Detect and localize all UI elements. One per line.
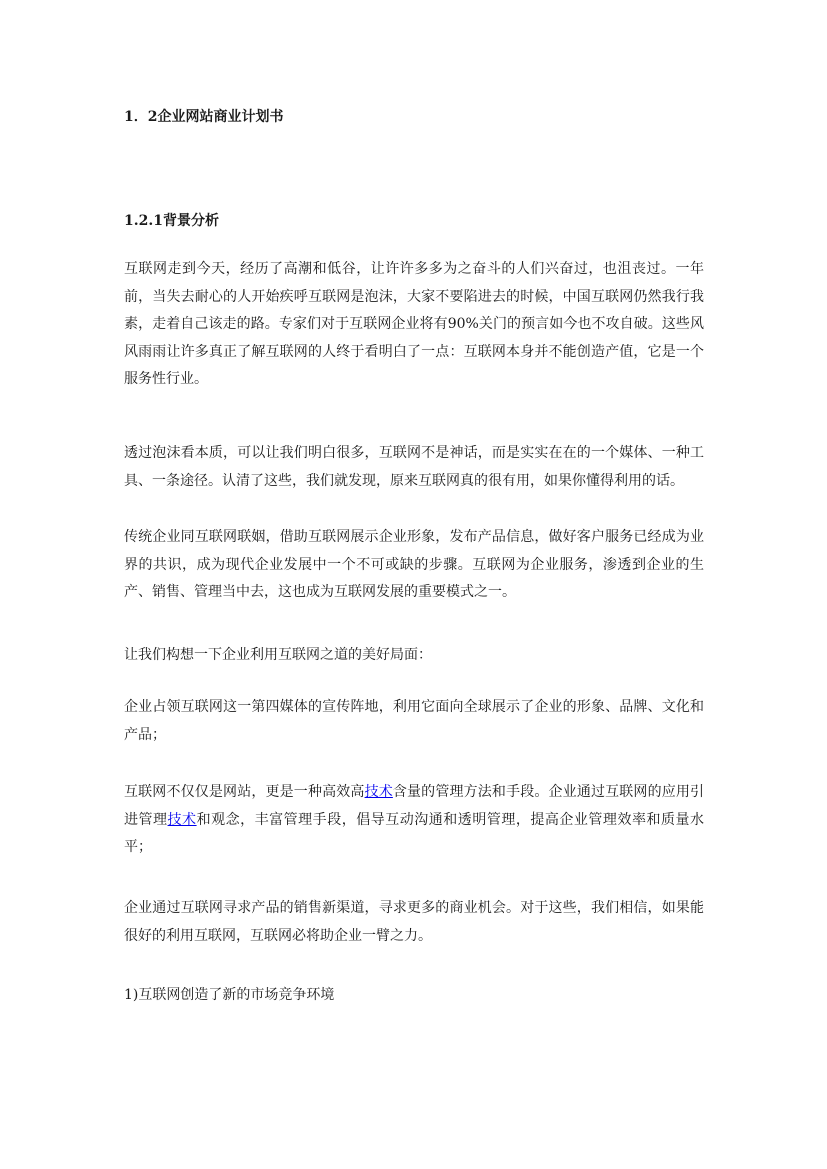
paragraph-management [124,779,704,862]
paragraph-essence: 透过泡沫看本质，可以让我们明白很多，互联网不是神话，而是实实在在的一个媒体、一种工具、一条途径。认清了这些，我们就发现，原来互联网真的很有用，如果你懂得利用的话。 [124,445,704,489]
technology-link-2[interactable]: 技术 [167,811,197,828]
technology-link-1[interactable]: 技术 [364,784,393,800]
paragraph-media: 企业占领互联网这一第四媒体的宣传阵地，利用它面向全球展示了企业的形象、品牌、文化和产品； [124,699,704,743]
paragraph-management-text-2: 含量的管理方法和手段。企业通过互联网的应用引进管理 [124,784,705,828]
subsection-title: 1.2.1背景分析 [124,213,219,229]
paragraph-traditional-enterprise: 传统企业同互联网联姻，借助互联网展示企业形象，发布产品信息，做好客户服务已经成为业界的共识，成为现代企业发展中一个不可或缺的步骤。互联网为企业服务，渗透到企业的生产、销售、管理当中去，这也成为互联网发展的重要模式之一。 [124,529,704,600]
list-item-market-environment: 1)互联网创造了新的市场竞争环境 [124,987,335,1003]
paragraph-management-text-1: 互联网不仅仅是网站，更是一种高效高 [124,784,365,800]
section-title: 1．2企业网站商业计划书 [124,109,284,125]
paragraph-management-text-3: 和观念，丰富管理手段，倡导互动沟通和透明管理，提高企业管理效率和质量水平； [124,811,705,855]
paragraph-vision-intro: 让我们构想一下企业利用互联网之道的美好局面： [124,647,432,663]
paragraph-sales-channel: 企业通过互联网寻求产品的销售新渠道，寻求更多的商业机会。对于这些，我们相信，如果能很好的利用互联网，互联网必将助企业一臂之力。 [124,900,704,944]
paragraph-background: 互联网走到今天，经历了高潮和低谷，让许许多多为之奋斗的人们兴奋过，也沮丧过。一年前，当失去耐心的人开始疾呼互联网是泡沫，大家不要陷进去的时候，中国互联网仍然我行我素，走着自己该走的路。专家们对于互联网企业将有90%关门的预言如今也不攻自破。这些风风雨雨让许多真正了解互联网的人终于看明白了一点：互联网本身并不能创造产值，它是一个服务性行业。 [124,261,704,387]
